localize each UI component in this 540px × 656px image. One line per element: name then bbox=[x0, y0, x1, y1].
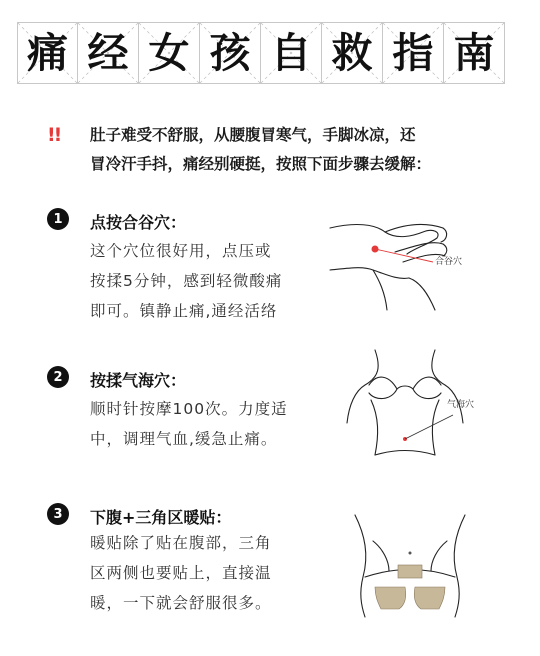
step-title: 下腹+三角区暖贴： bbox=[90, 508, 232, 527]
acupoint-label: 气海穴 bbox=[447, 400, 475, 410]
title-char: 南 bbox=[453, 28, 495, 77]
step-title: 点按合谷穴： bbox=[90, 213, 187, 232]
step-line: 按揉5分钟，感到轻微酸痛 bbox=[90, 272, 283, 290]
title-tile bbox=[322, 22, 383, 84]
title-tile bbox=[139, 22, 200, 84]
title-tile bbox=[17, 22, 78, 84]
step-line: 暖贴除了贴在腹部，三角 bbox=[90, 534, 272, 552]
torso-acupoint-illustration bbox=[335, 345, 495, 460]
title-char: 救 bbox=[331, 28, 373, 77]
hand-acupoint-illustration bbox=[325, 210, 490, 315]
heat-patch bbox=[398, 565, 422, 578]
intro-line: 冒冷汗手抖，痛经别硬挺，按照下面步骤去缓解： bbox=[90, 155, 432, 173]
step-line: 即可。镇静止痛,通经活络 bbox=[90, 302, 278, 320]
step-description bbox=[90, 394, 304, 454]
heat-patch bbox=[414, 587, 445, 609]
title-char: 痛 bbox=[27, 28, 68, 77]
acupoint-label: 合谷穴 bbox=[435, 257, 463, 267]
step-line: 区两侧也要贴上，直接温 bbox=[90, 564, 272, 582]
lower-abdomen-patch-illustration bbox=[335, 505, 485, 620]
step-title: 按揉气海穴： bbox=[90, 371, 187, 390]
step-number-badge: 3 bbox=[47, 503, 69, 525]
alert-icon: !! bbox=[47, 124, 61, 146]
intro-line: 肚子难受不舒服，从腰腹冒寒气，手脚冰凉，还 bbox=[90, 126, 416, 144]
step-line: 中，调理气血,缓急止痛。 bbox=[90, 430, 278, 448]
step-number-badge: 1 bbox=[47, 208, 69, 230]
title-tile bbox=[261, 22, 322, 84]
intro-paragraph bbox=[90, 121, 490, 179]
step-description bbox=[90, 236, 304, 326]
title-char: 经 bbox=[87, 28, 129, 77]
title-char: 孩 bbox=[209, 28, 251, 77]
step-line: 顺时针按摩100次。力度适 bbox=[90, 400, 288, 418]
step-line: 这个穴位很好用，点压或 bbox=[90, 242, 272, 260]
title-char: 自 bbox=[270, 28, 312, 77]
title-tile bbox=[200, 22, 261, 84]
title-tile bbox=[383, 22, 444, 84]
title-char: 女 bbox=[148, 28, 190, 77]
title-tile bbox=[444, 22, 505, 84]
step-line: 暖，一下就会舒服很多。 bbox=[90, 594, 272, 612]
heat-patch bbox=[375, 587, 406, 609]
step-description bbox=[90, 528, 304, 618]
step-number-badge: 2 bbox=[47, 366, 69, 388]
title-tile bbox=[78, 22, 139, 84]
title-char: 指 bbox=[392, 28, 434, 77]
title-banner bbox=[17, 22, 524, 84]
